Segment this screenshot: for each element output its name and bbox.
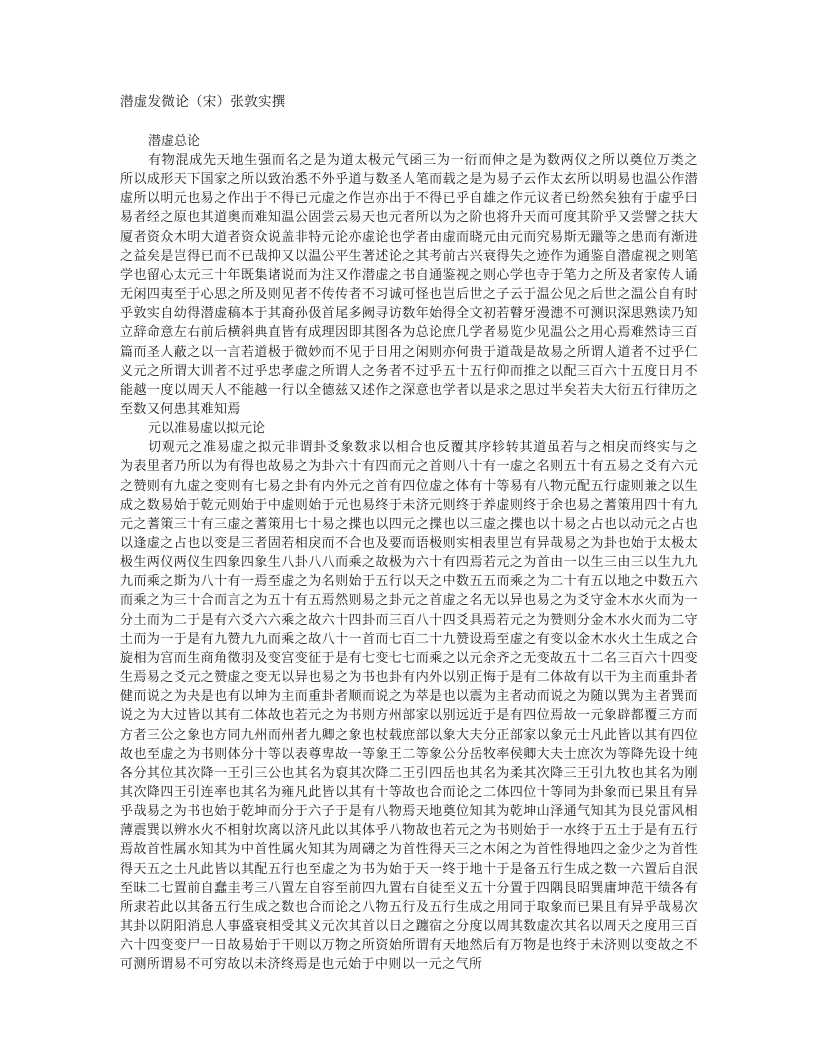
section-paragraph: 有物混成先天地生强而名之是为道太极元气函三为一衍而伸之是为数两仪之所以奠位万类之所以成形天下国家之所以致治悉不外乎道与数圣人笔而载之是为易子云作太玄所以明易也温公作潜虚所以明元也易之作出于不得已元虚之作岂亦出于不得已乎自雄之作元议者已纷然矣独有于虚乎曰易者经之原也其道奥而难知温公固尝云易天也元者所以为之阶也将升天而可度其阶乎又尝譬之扶大厦者资众木明大道者资众说盖非特元论亦虚论也学者由虚而晓元由元而究易斯无躐等之患而有渐进之益矣是岂得已而不已哉抑又以温公平生著述论之其考前古兴衰得失之迹作为通鉴自潜虚视之则笔学也留心太元三十年既集诸说而为注又作潜虚之书自通鉴视之则心学也寺于笔力之所及者家传人诵无闲四夷至于心思之所及则见者不传传者不习诚可怪也岂后世之子云于温公见之后世之温公自有时乎敦实自幼得潜虚稿本于其裔孙伋首尾多阙寻访数年始得全文初若瞽牙漫漶不可测识深思熟读乃知立辞命意左右前后横斜典直皆有成理因即其图各为总论庶几学者易览少见温公之用心焉难然诗三百篇而圣人蔽之以一言若道极于微妙而不见于日用之闲则亦何贵于道哉是故易之所谓人道者不过乎仁义元之所谓大训者不过乎忠孝虚之所谓人之务者不过乎五十五行仰而推之以配三百六十五度日月不能越一度以周天人不能越一行以全德兹又述作之深意也学者以是求之思过半矣若夫大衍五行律历之至数又何患其难知焉 bbox=[120, 153, 698, 418]
document-title: 潜虚发微论（宋）张敦实撰 bbox=[120, 94, 286, 110]
section-paragraph: 切观元之准易虚之拟元非谓卦爻象数求以相合也反覆其序轸转其道虽若与之相戾而终实与之为表里者乃所以为有得也故易之为卦六十有四而元之首则八十有一虚之名则五十有五易之爻有六元之赞则有九虚之变则有七易之卦有内外元之首有四位虚之体有十等易有八物元配五行虚则兼之以生成之数易始于乾元则始于中虚则始于元也易终于未济元则终于养虚则终于余也易之蓍策用四十有九元之蓍策三十有三虚之蓍策用七十易之揲也以四元之揲也以三虚之揲也以十易之占也以动元之占也以逢虚之占也以变是三者固若相戾而不合也及要而语极则实相表里岂有异哉易之为卦也始于太极太极生两仪两仪生四象四象生八卦八八而乘之故极为六十有四焉若元之为首由一以生三由三以生九九九而乘之斯为八十有一焉至虚之为名则始于五行以天之中数五五而乘之为二十有五以地之中数五六而乘之为三十合而言之为五十有五焉然则易之卦元之首虚之名无以异也易之为爻守金木水火而为一分土而为二于是有六爻六六乘之故六十四卦而三百八十四爻具焉若元之为赞则分金木水火而为二守土而为一于是有九赞九九而乘之故八十一首而七百二十九赞设焉至虚之有变以金木水火土生成之合旋相为宫而生商角徵羽及变宫变征于是有七变七七而乘之以元余齐之无变故五十二名三百六十四变生焉易之爻元之赞虚之变无以异也易之为书也卦有内外以别正悔于是有二体故有以干为主而重卦者健而说之为夬是也有以坤为主而重卦者顺而说之为萃是也以震为主者动而说之为随以巽为主者巽而说之为大过皆以其有二体故也若元之为书则方州部家以别远近于是有四位焉故一元象辟都覆三方而方者三公之象也方同九州而州者九卿之象也杖载庶部以象大夫分正部家以象元士凡此皆以其有四位故也至虚之为书则体分十等以表尊卑故一等象王二等象公分岳牧率侯卿大夫士庶次为等降先设十纯各分其位其次降一王引三公也其名为裒其次降二王引四岳也其名为柔其次降三王引九牧也其名为刚其次降四王引连率也其名为雍凡此皆以其有十等故也合而论之二体四位十等同为卦象而已果且有异乎哉易之为书也始于乾坤而分于六子于是有八物焉天地奠位知其为乾坤山泽通气知其为艮兑雷风相薄震巽以辨水火不相射坎离以济凡此以其体乎八物故也若元之为书则始于一水终于五土于是有五行焉故首性属水知其为中首性属火知其为周礴之为首性得天三之木闲之为首性得地四之金少之为首性得天五之土凡此皆以其配五行也至虚之为书为始于天一终于地十于是备五行生成之数一六置后自泯至昧二七置前自蠢圭考三八置左自容至前四九置右自徒至义五十分置于四隅艮昭巽庸坤范干绩各有所隶若此以其备五行生成之数也合而论之八物五行及五行生成之用同于取象而已果且有异乎哉易次其卦以阴阳消息人事盛衰相受其义元次其首以日之躔宿之分度以周其数虚次其名以周天之度用三百六十四变变尸一日故易始于干则以万物之所资始所谓有天地然后有万物是也终于未济则以变故之不可测所谓易不可穷故以未济终焉是也元始于中则以一元之气所 bbox=[120, 440, 698, 973]
section-yuan-yi bbox=[120, 419, 698, 974]
section-heading: 潜虚总论 bbox=[148, 134, 201, 149]
section-heading: 元以准易虚以拟元论 bbox=[148, 421, 266, 437]
section-overview bbox=[120, 132, 698, 419]
document-page bbox=[120, 92, 698, 975]
